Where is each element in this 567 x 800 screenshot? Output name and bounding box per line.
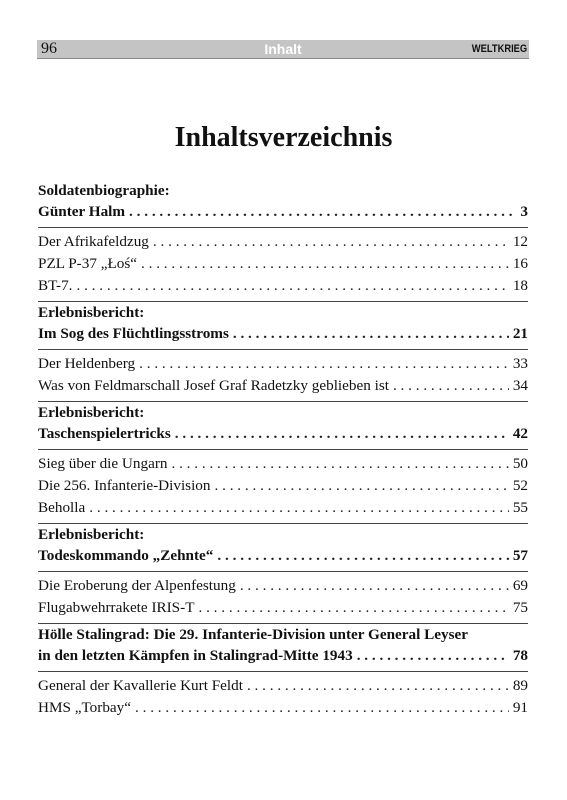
toc-entry-title: Was von Feldmarschall Josef Graf Radetzky geblieben ist: [38, 377, 389, 394]
dot-leader: [135, 697, 509, 719]
toc-entry-page: 52: [512, 477, 528, 494]
toc-entry-title: Beholla: [38, 499, 86, 516]
dot-leader: [153, 231, 509, 253]
toc-entry: [38, 675, 528, 697]
toc-featured-entry: [38, 323, 528, 345]
magazine-name: WELTKRIEG: [471, 43, 527, 55]
dot-leader: [139, 353, 509, 375]
toc-entry: [38, 231, 528, 253]
dot-leader: [171, 453, 508, 475]
toc-group: [38, 672, 528, 723]
toc-entry-page: 33: [512, 355, 528, 372]
toc-kicker: Erlebnisbericht:: [38, 526, 145, 543]
toc-entry-page: 78: [512, 647, 528, 664]
toc-group: [38, 302, 528, 350]
section-label: Inhalt: [264, 41, 302, 57]
toc-entry-title: Im Sog des Flüchtlingsstroms: [38, 325, 229, 342]
running-header: [37, 40, 529, 59]
dot-leader: [215, 475, 509, 497]
toc-featured-entry: [38, 201, 528, 223]
toc-entry-page: 21: [512, 325, 528, 342]
dot-leader: [76, 275, 508, 297]
toc-group: [38, 624, 528, 672]
toc-entry: [38, 375, 528, 397]
toc-group: [38, 572, 528, 624]
dot-leader: [357, 645, 509, 667]
toc-group: [38, 450, 528, 524]
toc-entry-title: Flugabwehrrakete IRIS-T: [38, 599, 195, 616]
toc-entry: [38, 575, 528, 597]
dot-leader: [217, 545, 508, 567]
toc-kicker: Erlebnisbericht:: [38, 304, 145, 321]
toc-entry-page: 34: [512, 377, 528, 394]
dot-leader: [393, 375, 509, 397]
dot-leader: [247, 675, 509, 697]
toc-entry-page: 91: [512, 699, 528, 716]
toc-entry-page: 18: [512, 277, 528, 294]
toc-kicker: Soldatenbiographie:: [38, 182, 170, 199]
dot-leader: [129, 201, 516, 223]
toc-entry: [38, 497, 528, 519]
toc-entry-page: 55: [512, 499, 528, 516]
toc-group: [38, 180, 528, 228]
toc-kicker: Erlebnisbericht:: [38, 404, 145, 421]
dot-leader: [141, 253, 509, 275]
toc-entry-title: Taschenspielertricks: [38, 425, 171, 442]
toc-entry-page: 12: [512, 233, 528, 250]
dot-leader: [89, 497, 509, 519]
toc-entry: [38, 597, 528, 619]
toc-entry-title: General der Kavallerie Kurt Feldt: [38, 677, 243, 694]
toc-entry-page: 69: [512, 577, 528, 594]
toc-entry-page: 16: [512, 255, 528, 272]
toc-entry-page: 57: [512, 547, 528, 564]
toc-entry-page: 89: [512, 677, 528, 694]
toc-featured-entry: [38, 645, 528, 667]
dot-leader: [233, 323, 509, 345]
toc-entry-title: Der Heldenberg: [38, 355, 136, 372]
toc-group: [38, 402, 528, 450]
toc-entry-page: 3: [520, 203, 528, 220]
toc-entry-title: BT-7.: [38, 277, 73, 294]
page-title: Inhaltsverzeichnis: [174, 122, 393, 153]
toc-featured-entry: [38, 545, 528, 567]
toc-entry-title: Die 256. Infanterie-Division: [38, 477, 211, 494]
toc-entry-page: 75: [512, 599, 528, 616]
toc-entry-title: Günter Halm: [38, 203, 126, 220]
dot-leader: [175, 423, 509, 445]
toc-entry: [38, 697, 528, 719]
page-number: 96: [41, 40, 57, 57]
toc-featured-title-line: Hölle Stalingrad: Die 29. Infanterie-Division unter General Leyser: [38, 626, 468, 643]
toc-entry-title: Der Afrikafeldzug: [38, 233, 149, 250]
toc-group: [38, 524, 528, 572]
toc-entry-title: in den letzten Kämpfen in Stalingrad-Mitte 1943: [38, 647, 353, 664]
toc-group: [38, 228, 528, 302]
table-of-contents: [38, 180, 528, 723]
toc-entry: [38, 353, 528, 375]
dot-leader: [198, 597, 508, 619]
toc-entry-page: 42: [512, 425, 528, 442]
toc-entry-title: Todeskommando „Zehnte“: [38, 547, 214, 564]
toc-entry: [38, 275, 528, 297]
toc-entry: [38, 453, 528, 475]
toc-entry-title: Sieg über die Ungarn: [38, 455, 168, 472]
toc-group: [38, 350, 528, 402]
toc-entry-page: 50: [512, 455, 528, 472]
toc-entry: [38, 253, 528, 275]
toc-featured-entry: [38, 423, 528, 445]
toc-entry-title: Die Eroberung der Alpenfestung: [38, 577, 236, 594]
dot-leader: [240, 575, 509, 597]
toc-entry-title: PZL P-37 „Łoś“: [38, 255, 137, 272]
toc-entry: [38, 475, 528, 497]
toc-entry-title: HMS „Torbay“: [38, 699, 131, 716]
